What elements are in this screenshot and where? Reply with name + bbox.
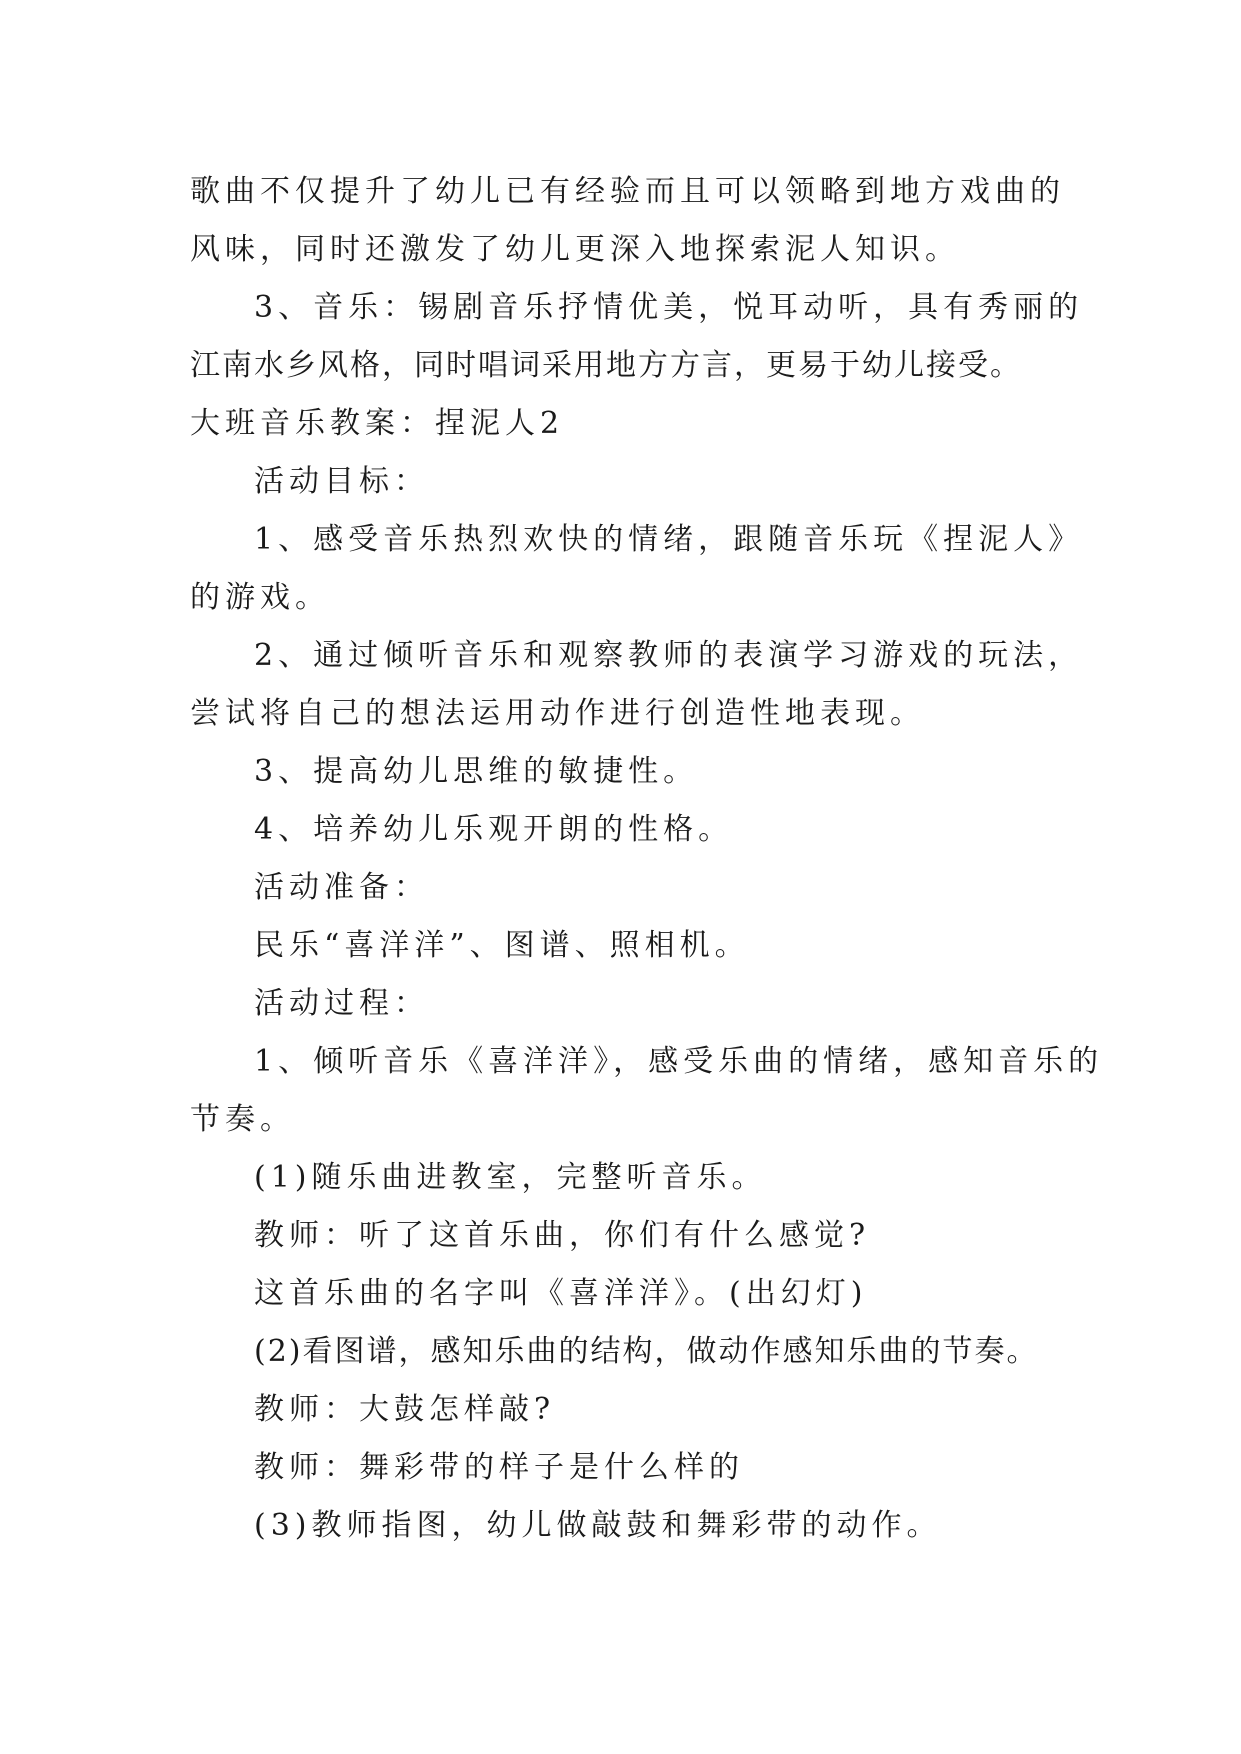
text-line: 的游戏。 xyxy=(190,580,330,615)
text-line: 这首乐曲的名字叫《喜洋洋》。(出幻灯) xyxy=(254,1276,868,1311)
text-line: 教师：大鼓怎样敲? xyxy=(254,1392,556,1427)
text-line: 风味，同时还激发了幼儿更深入地探索泥人知识。 xyxy=(190,232,960,267)
document-body xyxy=(190,163,1104,1555)
text-line: 3、音乐：锡剧音乐抒情优美，悦耳动听，具有秀丽的 xyxy=(254,290,1084,325)
text-line: 节奏。 xyxy=(190,1102,295,1137)
text-line: 4、培养幼儿乐观开朗的性格。 xyxy=(254,812,734,847)
text-line: 3、提高幼儿思维的敏捷性。 xyxy=(254,754,699,789)
subheading-activity-goals: 活动目标： xyxy=(254,464,429,499)
text-line: 教师：听了这首乐曲，你们有什么感觉? xyxy=(254,1218,871,1253)
text-line: 1、感受音乐热烈欢快的情绪，跟随音乐玩《捏泥人》 xyxy=(254,522,1084,557)
text-line: (3)教师指图，幼儿做敲鼓和舞彩带的动作。 xyxy=(254,1508,942,1543)
text-line: 2、通过倾听音乐和观察教师的表演学习游戏的玩法， xyxy=(254,638,1084,673)
text-line: (2)看图谱，感知乐曲的结构，做动作感知乐曲的节奏。 xyxy=(254,1334,1039,1369)
text-line: 教师：舞彩带的样子是什么样的 xyxy=(254,1450,744,1485)
subheading-activity-process: 活动过程： xyxy=(254,986,429,1021)
text-line: 歌曲不仅提升了幼儿已有经验而且可以领略到地方戏曲的 xyxy=(190,174,1065,209)
section-heading: 大班音乐教案：捏泥人2 xyxy=(190,406,565,441)
text-line: (1)随乐曲进教室，完整听音乐。 xyxy=(254,1160,767,1195)
text-line: 尝试将自己的想法运用动作进行创造性地表现。 xyxy=(190,696,925,731)
text-line: 民乐“喜洋洋”、图谱、照相机。 xyxy=(254,928,750,963)
text-line: 1、倾听音乐《喜洋洋》，感受乐曲的情绪，感知音乐的 xyxy=(254,1044,1104,1079)
text-line: 江南水乡风格，同时唱词采用地方方言，更易于幼儿接受。 xyxy=(190,348,1022,383)
subheading-activity-preparation: 活动准备： xyxy=(254,870,429,905)
